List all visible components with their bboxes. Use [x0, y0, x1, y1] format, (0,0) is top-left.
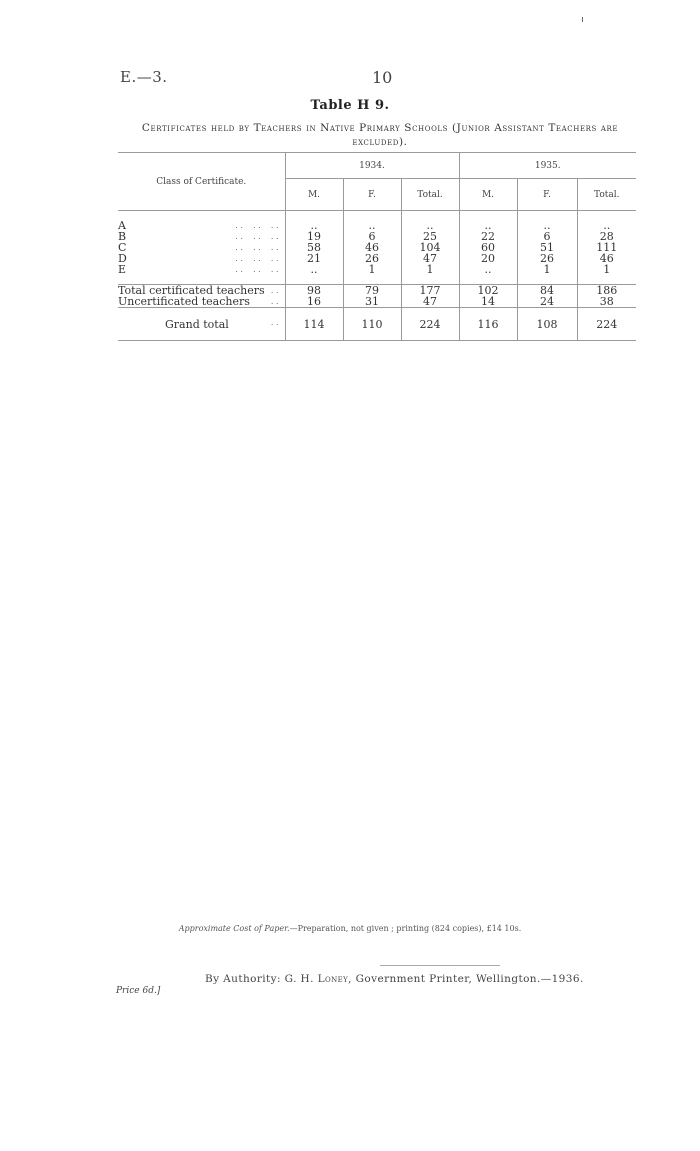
cell-value: 46 [577, 253, 636, 264]
cell-value: 19 [285, 231, 343, 242]
cell-value: 98 [285, 285, 343, 297]
authority-prefix: By Authority: [205, 973, 281, 985]
authority-rest: Government Printer, Wellington.—1936. [355, 973, 584, 985]
cell-value: 1 [517, 264, 577, 275]
caption-line-1: Certificates held by Teachers in Native Primary Schools (Junior Assistant Teachers are [141, 122, 619, 134]
printer-authority [205, 973, 584, 985]
cost-note-text: —Preparation, not given ; printing (824 copies), £14 10s. [289, 924, 522, 933]
row-label-cell [118, 242, 285, 253]
year-header-1934: 1934. [285, 153, 459, 179]
caption-line-2: excluded). [352, 136, 408, 148]
grand-total-row [118, 308, 636, 341]
cell-value: .. [459, 264, 517, 275]
row-label-cell [118, 220, 285, 231]
cell-value: 38 [577, 296, 636, 308]
cell-value: 224 [401, 308, 459, 341]
row-label-cell [118, 231, 285, 242]
cell-value: 31 [343, 296, 401, 308]
cell-value: 186 [577, 285, 636, 297]
table-caption [120, 121, 640, 149]
page-mark [582, 17, 583, 22]
row-label: Grand total [165, 317, 229, 331]
cell-value: 177 [401, 285, 459, 297]
cell-value: 111 [577, 242, 636, 253]
cell-value: .. [577, 220, 636, 231]
class-row-a [118, 220, 636, 231]
row-leader-dots: . . . . . . [235, 254, 279, 263]
col-header-total-1934: Total. [401, 179, 459, 211]
cell-value: 14 [459, 296, 517, 308]
col-header-m-1935: M. [459, 179, 517, 211]
cell-value: 25 [401, 231, 459, 242]
spacer-row [118, 211, 636, 221]
cell-value: .. [401, 220, 459, 231]
col-header-m-1934: M. [285, 179, 343, 211]
table-body [118, 211, 636, 341]
cell-value: 1 [401, 264, 459, 275]
printer-name: G. H. Loney, [284, 973, 352, 985]
row-leader-dots: . . . . . . [235, 243, 279, 252]
table-title: Table H 9. [310, 98, 390, 113]
year-header-1935: 1935. [459, 153, 636, 179]
row-label: E [118, 263, 127, 276]
row-label-cell [118, 296, 285, 308]
row-leader-dots: . . . . . . [235, 221, 279, 230]
document-code: E.—3. [120, 68, 168, 86]
summary-row [118, 296, 636, 308]
cell-value: 108 [517, 308, 577, 341]
row-leader-dots: . . . . . . [235, 265, 279, 274]
cell-value: 6 [343, 231, 401, 242]
col-header-f-1934: F. [343, 179, 401, 211]
cost-note [0, 924, 700, 933]
row-label: D [118, 252, 127, 265]
cell-value: 84 [517, 285, 577, 297]
row-label: Uncertificated teachers [118, 295, 250, 308]
price-note: Price 6d.] [116, 986, 161, 996]
cell-value: .. [343, 220, 401, 231]
row-label-cell [118, 264, 285, 275]
cell-value: 51 [517, 242, 577, 253]
row-label-cell [118, 253, 285, 264]
cell-value: .. [285, 220, 343, 231]
cell-value: .. [517, 220, 577, 231]
cell-value: 79 [343, 285, 401, 297]
cost-note-label: Approximate Cost of Paper. [178, 924, 290, 933]
cell-value: 58 [285, 242, 343, 253]
row-leader-dots: . . [270, 286, 279, 295]
cell-value: 1 [577, 264, 636, 275]
cell-value: 114 [285, 308, 343, 341]
page-number: 10 [372, 68, 393, 87]
class-row-d [118, 253, 636, 264]
row-leader-dots: . . [270, 317, 279, 327]
footer-divider [380, 965, 500, 966]
cell-value: 47 [401, 296, 459, 308]
cell-value: .. [459, 220, 517, 231]
row-leader-dots: . . . . . . [235, 232, 279, 241]
cell-value: 20 [459, 253, 517, 264]
cell-value: 6 [517, 231, 577, 242]
cell-value: 21 [285, 253, 343, 264]
certificates-table [118, 152, 636, 341]
cell-value: 116 [459, 308, 517, 341]
cell-value: 102 [459, 285, 517, 297]
row-leader-dots: . . [270, 297, 279, 306]
cell-value: 224 [577, 308, 636, 341]
class-row-e [118, 264, 636, 275]
cell-value: 26 [517, 253, 577, 264]
cell-value: 110 [343, 308, 401, 341]
row-label-cell [118, 308, 285, 341]
class-of-certificate-header: Class of Certificate. [156, 176, 247, 187]
row-label: A [118, 219, 126, 232]
cell-value: 46 [343, 242, 401, 253]
col-header-total-1935: Total. [577, 179, 636, 211]
col-header-f-1935: F. [517, 179, 577, 211]
cell-value: 28 [577, 231, 636, 242]
cell-value: 22 [459, 231, 517, 242]
cell-value: .. [285, 264, 343, 275]
cell-value: 1 [343, 264, 401, 275]
cell-value: 104 [401, 242, 459, 253]
cell-value: 47 [401, 253, 459, 264]
row-label: Total certificated teachers [118, 284, 265, 297]
row-label: B [118, 230, 127, 243]
cell-value: 16 [285, 296, 343, 308]
row-label: C [118, 241, 127, 254]
cell-value: 24 [517, 296, 577, 308]
cell-value: 26 [343, 253, 401, 264]
cell-value: 60 [459, 242, 517, 253]
spacer-cell [118, 211, 285, 221]
